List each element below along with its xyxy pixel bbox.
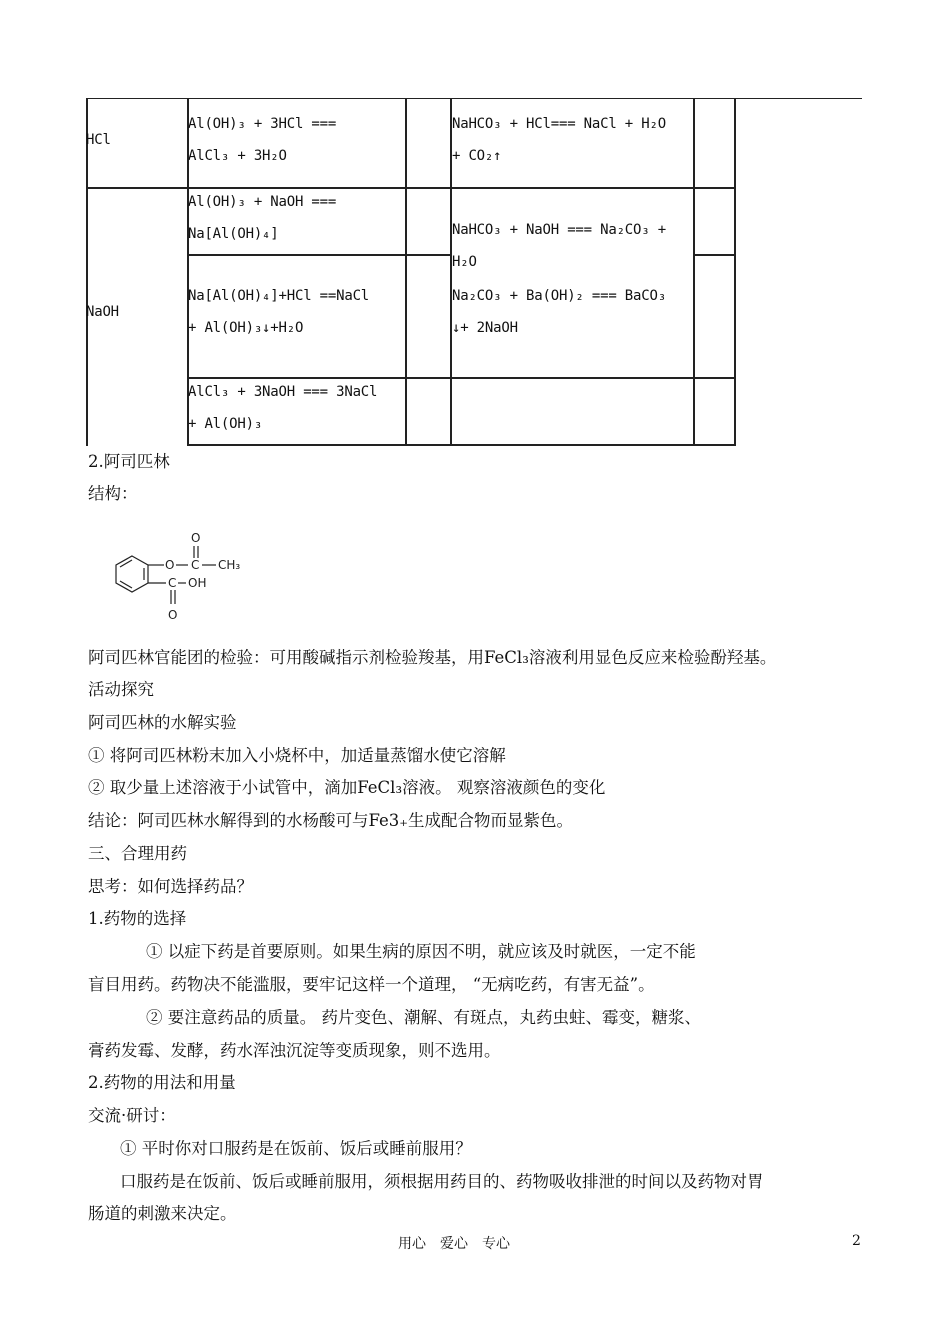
equation-na2co3-baoh2: Na₂CO₃ + Ba(OH)₂ === BaCO₃ — [452, 288, 666, 304]
atom-o-top: O — [191, 531, 201, 545]
table-col-divider — [693, 99, 695, 446]
equation-nahco3-hcl: NaHCO₃ + HCl=== NaCl + H₂O — [452, 116, 666, 132]
equation-aloh3-naoh: Al(OH)₃ + NaOH === — [188, 194, 337, 210]
equation-aloh3-naoh-cont: Na[Al(OH)₄] — [188, 226, 279, 242]
table-border-bottom — [187, 444, 736, 446]
experiment-conclusion: 结论：阿司匹林水解得到的水杨酸可与Fe3₊生成配合物而显紫色。 — [88, 811, 574, 830]
equation-nahco3-hcl-cont: + CO₂↑ — [452, 148, 502, 164]
footer-motto: 用心 爱心 专心 — [398, 1236, 510, 1252]
table-row-divider — [693, 254, 736, 256]
subheading-usage-dosage: 2.药物的用法和用量 — [88, 1073, 236, 1092]
atom-oh: OH — [188, 576, 207, 590]
equation-nahco3-naoh: NaHCO₃ + NaOH === Na₂CO₃ + — [452, 222, 666, 238]
page-number: 2 — [852, 1233, 861, 1249]
atom-o-bottom: O — [168, 608, 178, 622]
equation-alcl3-naoh-cont: + Al(OH)₃ — [188, 416, 263, 432]
table-row-divider — [86, 187, 736, 189]
aspirin-structure-diagram — [108, 528, 258, 628]
think-question: 思考：如何选择药品？ — [88, 877, 253, 896]
equation-naaloh4-hcl-cont: + Al(OH)₃↓+H₂O — [188, 320, 304, 336]
atom-o-ester: O — [165, 558, 175, 572]
selection-point-1-cont: 盲目用药。药物决不能滥服，要牢记这样一个道理， “无病吃药，有害无益”。 — [88, 975, 655, 994]
row-label-naoh: NaOH — [86, 304, 119, 320]
experiment-step-1: ① 将阿司匹林粉末加入小烧杯中，加适量蒸馏水使它溶解 — [88, 746, 506, 765]
selection-point-1: ① 以症下药是首要原则。如果生病的原因不明，就应该及时就医，一定不能 — [146, 942, 696, 961]
atom-c-ester: C — [191, 558, 200, 572]
selection-point-2-cont: 膏药发霉、发酵，药水浑浊沉淀等变质现象，则不选用。 — [88, 1041, 501, 1060]
experiment-step-2: ② 取少量上述溶液于小试管中，滴加FeCl₃溶液。 观察溶液颜色的变化 — [88, 778, 606, 797]
discussion-question-1: ① 平时你对口服药是在饭前、饭后或睡前服用？ — [120, 1139, 472, 1158]
table-border-right — [734, 99, 736, 446]
discussion-answer-cont: 肠道的刺激来决定。 — [88, 1204, 237, 1223]
equation-naaloh4-hcl: Na[Al(OH)₄]+HCl ==NaCl — [188, 288, 370, 304]
heading-hydrolysis-experiment: 阿司匹林的水解实验 — [88, 713, 237, 732]
discussion-label: 交流·研讨： — [88, 1106, 176, 1125]
subheading-drug-selection: 1.药物的选择 — [88, 909, 187, 928]
equation-alcl3-naoh: AlCl₃ + 3NaOH === 3NaCl — [188, 384, 378, 400]
heading-activity: 活动探究 — [88, 680, 154, 699]
paragraph-functional-group-test: 阿司匹林官能团的检验：可用酸碱指示剂检验羧基，用FeCl₃溶液利用显色反应来检验酚羟基。 — [88, 648, 777, 667]
equation-aloh3-hcl: Al(OH)₃ + 3HCl === — [188, 116, 337, 132]
reaction-table — [86, 99, 736, 446]
equation-nahco3-naoh-cont: H₂O — [452, 254, 477, 270]
discussion-answer: 口服药是在饭前、饭后或睡前服用，须根据用药目的、药物吸收排泄的时间以及药物对胃 — [120, 1172, 764, 1191]
table-row-divider — [187, 254, 451, 256]
equation-aloh3-hcl-cont: AlCl₃ + 3H₂O — [188, 148, 287, 164]
atom-c-acid: C — [168, 576, 177, 590]
selection-point-2: ② 要注意药品的质量。 药片变色、潮解、有斑点，丸药虫蛀、霉变，糖浆、 — [146, 1008, 701, 1027]
equation-na2co3-baoh2-cont: ↓+ 2NaOH — [452, 320, 518, 336]
structure-label: 结构： — [88, 484, 138, 503]
atom-ch3: CH₃ — [218, 558, 241, 572]
row-label-hcl: HCl — [86, 132, 111, 148]
section-heading-rational-drug-use: 三、合理用药 — [88, 844, 187, 863]
section-heading-aspirin: 2.阿司匹林 — [88, 452, 170, 471]
table-col-divider — [405, 99, 407, 446]
